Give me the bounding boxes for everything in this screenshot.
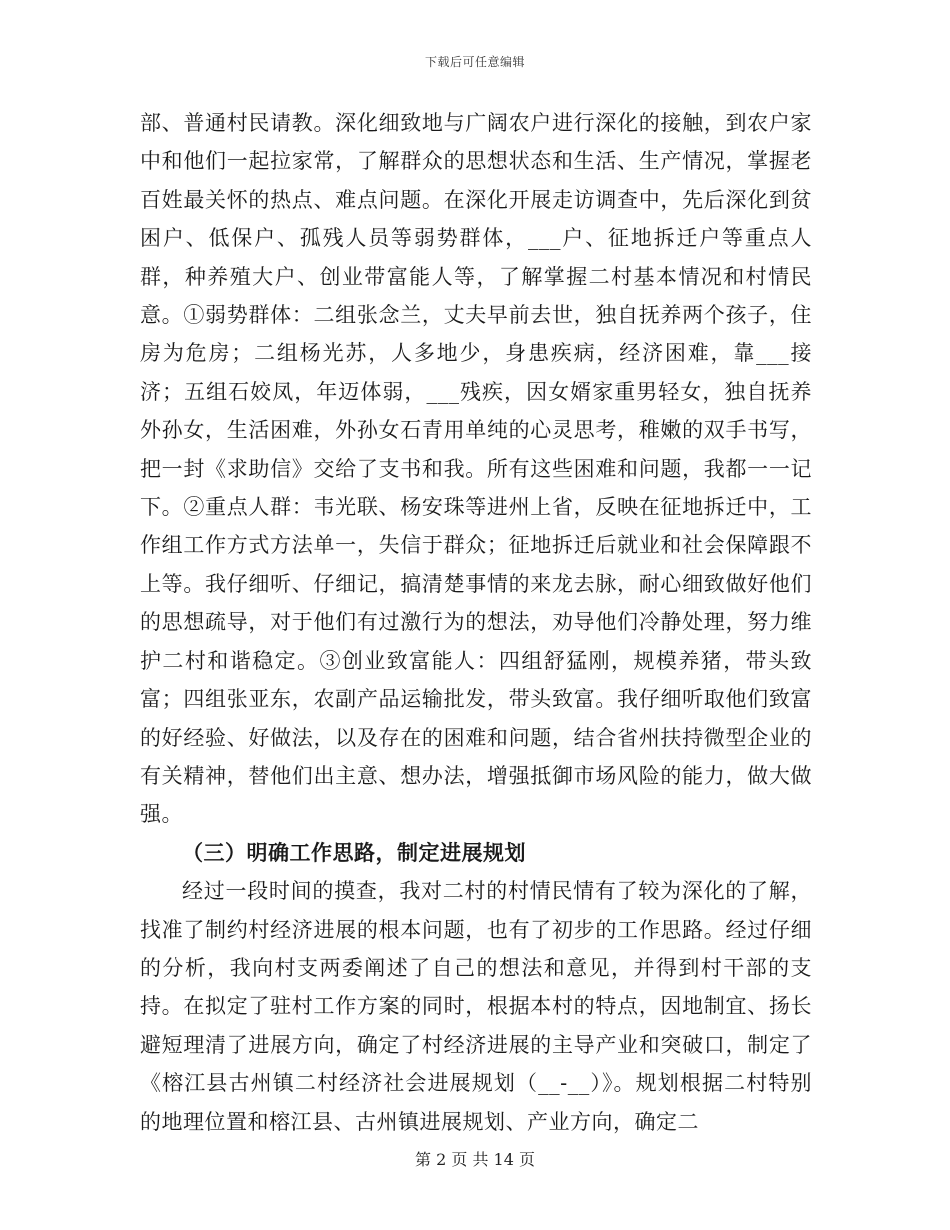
body-paragraph-2: 经过一段时间的摸查，我对二村的村情民情有了较为深化的了解，找准了制约村经济进展的根本问题，也有了初步的工作思路。经过仔细的分析，我向村支两委阐述了自己的想法和意见，并得到村干部的支持。在拟定了驻村工作方案的同时，根据本村的特点，因地制宜、扬长避短理清了进展方向，确定了村经济进展的主导产业和突破口，制定了《榕江县古州镇二村经济社会进展规划（__-__）》。规划根据二村特别的地理位置和榕江县、古州镇进展规划、产业方向，确定二	[140, 879, 812, 1134]
section-heading: （三）明确工作思路，制定进展规划	[182, 839, 526, 865]
document-body	[140, 104, 812, 1141]
page-header-note: 下载后可任意编辑	[424, 55, 525, 69]
body-paragraph-1: 部、普通村民请教。深化细致地与广阔农户进行深化的接触，到农户家中和他们一起拉家常，了解群众的思想状态和生活、生产情况，掌握老百姓最关怀的热点、难点问题。在深化开展走访调查中，先后深化到贫困户、低保户、孤残人员等弱势群体，___户、征地拆迁户等重点人群，种养殖大户、创业带富能人等，了解掌握二村基本情况和村情民意。①弱势群体：二组张念兰，丈夫早前去世，独自抚养两个孩子，住房为危房；二组杨光苏，人多地少，身患疾病，经济困难，靠___接济；五组石姣凤，年迈体弱，___残疾，因女婿家重男轻女，独自抚养外孙女，生活困难，外孙女石青用单纯的心灵思考，稚嫩的双手书写，把一封《求助信》交给了支书和我。所有这些困难和问题，我都一一记下。②重点人群：韦光联、杨安珠等进州上省，反映在征地拆迁中，工作组工作方式方法单一，失信于群众；征地拆迁后就业和社会保障跟不上等。我仔细听、仔细记，搞清楚事情的来龙去脉，耐心细致做好他们的思想疏导，对于他们有过激行为的想法，劝导他们冷静处理，努力维护二村和谐稳定。③创业致富能人：四组舒猛刚，规模养猪，带头致富；四组张亚东，农副产品运输批发，带头致富。我仔细听取他们致富的好经验、好做法，以及存在的困难和问题，结合省州扶持微型企业的有关精神，替他们出主意、想办法，增强抵御市场风险的能力，做大做强。	[140, 111, 812, 827]
page-number: 第 2 页 共 14 页	[415, 1150, 535, 1169]
